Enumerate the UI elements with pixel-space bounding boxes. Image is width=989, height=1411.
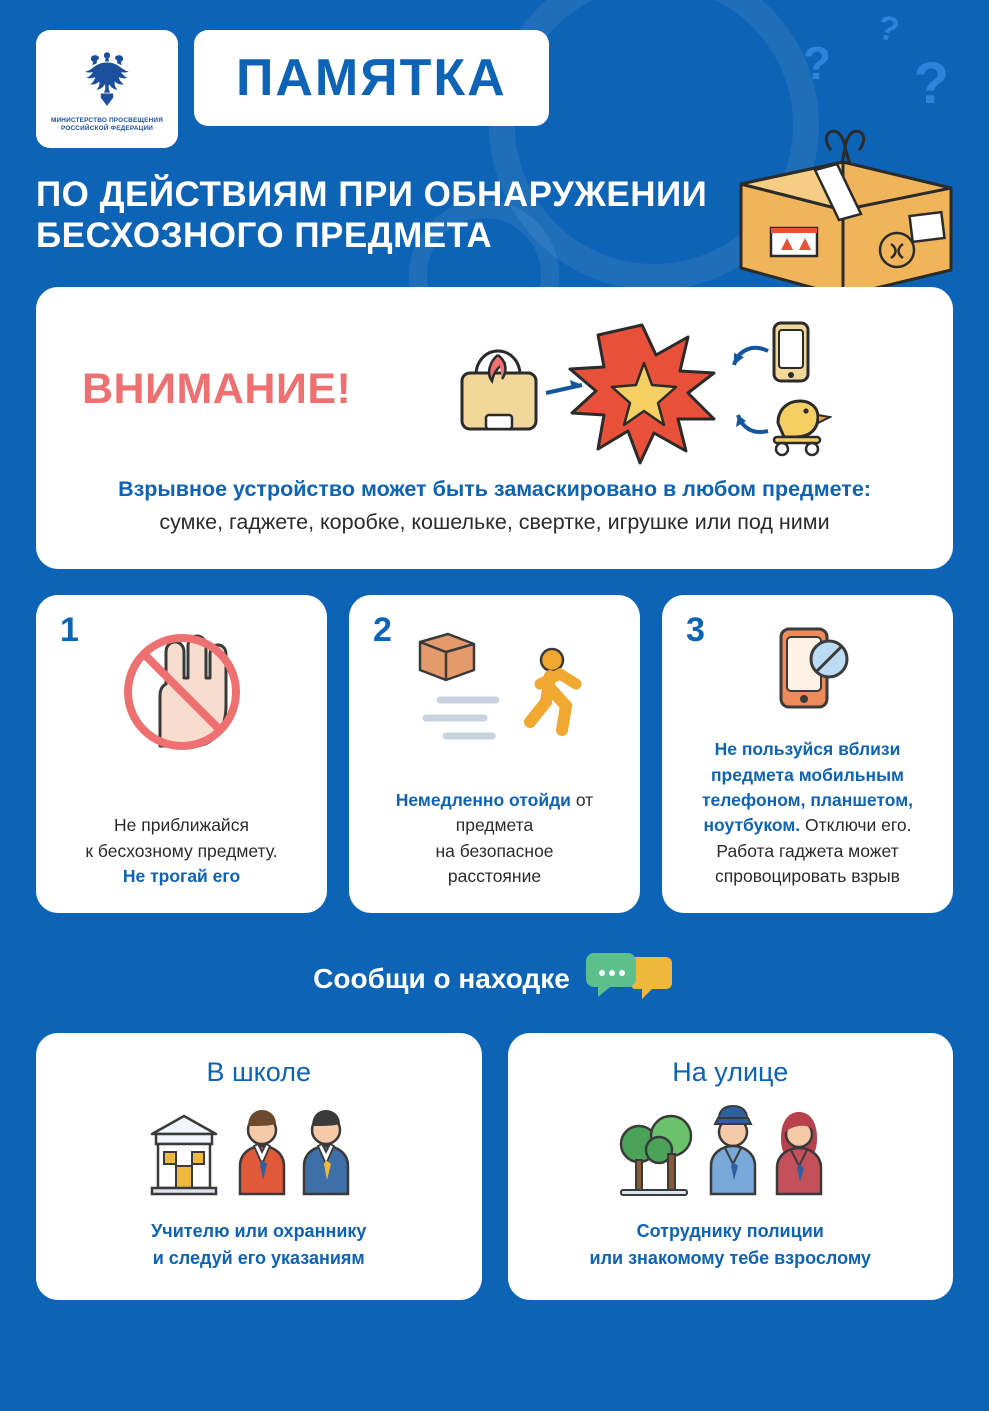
step-line-bold: Не пользуйся вблизи предмета мобильным телефоном, планшетом, ноутбуком. bbox=[701, 739, 914, 836]
step-line: к бесхозному предмету. bbox=[85, 840, 278, 861]
step-line: Отключи его. bbox=[805, 815, 912, 836]
question-mark-icon: ? bbox=[913, 51, 949, 116]
report-banner bbox=[0, 951, 989, 1007]
step-description-1 bbox=[54, 813, 309, 889]
attention-card bbox=[36, 287, 953, 570]
places-row bbox=[36, 1033, 953, 1300]
step-number: 1 bbox=[60, 611, 79, 650]
running-person-icon bbox=[367, 621, 622, 761]
step-line: спровоцировать взрыв bbox=[715, 866, 900, 887]
question-mark-icon: ? bbox=[802, 37, 831, 89]
place-line: или знакомому тебе взрослому bbox=[589, 1248, 871, 1269]
poster-title-card bbox=[194, 30, 549, 126]
small-box-icon bbox=[420, 634, 474, 680]
place-description-street bbox=[590, 1218, 871, 1272]
poster-subtitle: ПО ДЕЙСТВИЯМ ПРИ ОБНАРУЖЕНИИ БЕСХОЗНОГО ПРЕДМЕТА bbox=[36, 175, 708, 256]
place-card-street bbox=[508, 1033, 954, 1300]
chat-bubbles-icon bbox=[584, 951, 676, 1007]
steps-row bbox=[36, 595, 953, 913]
toy-duck-icon bbox=[774, 401, 830, 455]
page-title: ПАМЯТКА bbox=[236, 49, 507, 107]
ministry-emblem-caption: МИНИСТЕРСТВО ПРОСВЕЩЕНИЯ РОССИЙСКОЙ ФЕДЕРАЦИИ bbox=[50, 116, 164, 132]
step-description-2 bbox=[367, 788, 622, 890]
step-number: 2 bbox=[373, 611, 392, 650]
place-line: и следуй его указаниям bbox=[152, 1248, 365, 1269]
place-description-school bbox=[151, 1218, 366, 1272]
school-building-icon bbox=[152, 1116, 216, 1194]
smartphone-icon bbox=[774, 323, 808, 381]
phone-off-icon bbox=[680, 621, 935, 731]
double-headed-eagle-icon bbox=[74, 46, 140, 112]
no-touch-hand-icon bbox=[54, 621, 309, 761]
police-officer-icon bbox=[711, 1106, 755, 1194]
step-number: 3 bbox=[686, 611, 705, 650]
attention-text-line2: сумке, гаджете, коробке, кошельке, свертке, игрушке или под ними bbox=[159, 509, 830, 534]
attention-illustration bbox=[361, 315, 923, 465]
step-card-2 bbox=[349, 595, 640, 913]
attention-text-line1: Взрывное устройство может быть замаскировано в любом предмете: bbox=[118, 476, 871, 501]
explosion-icon bbox=[570, 325, 714, 463]
step-line: расстояние bbox=[447, 866, 542, 887]
step-line-bold: Не трогай его bbox=[122, 866, 241, 887]
ministry-emblem-card bbox=[36, 30, 178, 148]
adult-woman-icon bbox=[777, 1112, 821, 1194]
handbag-icon bbox=[462, 351, 536, 429]
attention-heading: ВНИМАНИЕ! bbox=[82, 365, 352, 414]
place-illustration-school bbox=[144, 1104, 374, 1204]
place-illustration-street bbox=[615, 1104, 845, 1204]
runner-figure bbox=[530, 649, 576, 730]
place-title: На улице bbox=[672, 1057, 789, 1088]
place-line: Сотруднику полиции bbox=[636, 1221, 824, 1242]
place-card-school bbox=[36, 1033, 482, 1300]
step-line-bold: Немедленно отойди bbox=[395, 789, 571, 810]
place-line: Учителю или охраннику bbox=[151, 1221, 367, 1242]
step-line: на безопасное bbox=[435, 840, 554, 861]
report-label: Сообщи о находке bbox=[313, 963, 570, 995]
step-line: от предмета bbox=[455, 789, 594, 836]
question-mark-icon: ? bbox=[874, 8, 903, 50]
trees-icon bbox=[621, 1116, 691, 1195]
step-description-3 bbox=[680, 737, 935, 889]
step-line: Работа гаджета может bbox=[716, 840, 899, 861]
security-guard-icon bbox=[304, 1110, 348, 1194]
step-card-3 bbox=[662, 595, 953, 913]
teacher-icon bbox=[240, 1110, 284, 1194]
step-line: Не приближайся bbox=[114, 815, 249, 836]
parcel-box-icon bbox=[711, 110, 971, 300]
place-title: В школе bbox=[206, 1057, 311, 1088]
step-card-1 bbox=[36, 595, 327, 913]
